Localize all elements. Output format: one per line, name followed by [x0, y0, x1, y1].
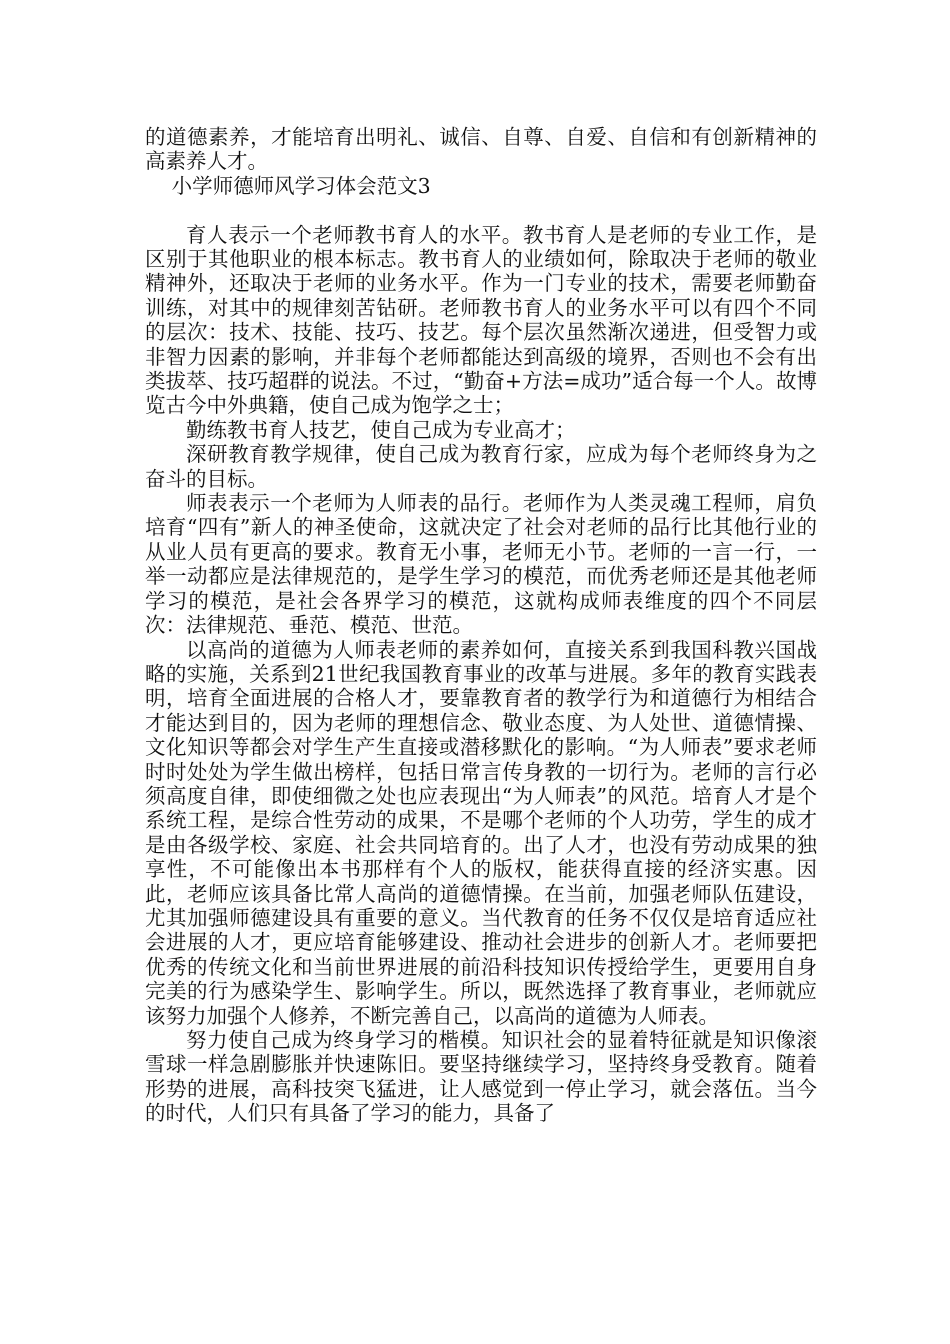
- paragraph-lifelong-learning: 努力使自己成为终身学习的楷模。知识社会的显着特征就是知识像滚雪球一样急剧膨胀并快速陈旧。要坚持继续学习，坚持终身受教育。随着形势的进展，高科技突飞猛进，让人感觉到一停止学习，就会落伍。当今的时代，人们只有具备了学习的能力，具备了: [145, 1028, 817, 1126]
- section-heading: 小学师德师风学习体会范文3: [171, 173, 431, 198]
- paragraph-study-rules: 深研教育教学规律，使自己成为教育行家，应成为每个老师终身为之奋斗的目标。: [145, 442, 817, 491]
- document-body: [145, 125, 817, 1126]
- paragraph-practice-skills: 勤练教书育人技艺，使自己成为专业高才；: [186, 417, 576, 442]
- paragraph-noble-morality: 以高尚的道德为人师表老师的素养如何，直接关系到我国科教兴国战略的实施，关系到21世纪我国教育事业的改革与进展。多年的教育实践表明，培育全面进展的合格人才，要靠教育者的教学行为和道德行为相结合才能达到目的，因为老师的理想信念、敬业态度、为人处世、道德情操、文化知识等都会对学生产生直接或潜移默化的影响。“为人师表”要求老师时时处处为学生做出榜样，包括日常言传身教的一切行为。老师的言行必须高度自律，即使细微之处也应表现出“为人师表”的风范。培育人才是个系统工程，是综合性劳动的成果，不是哪个老师的个人功劳，学生的成才是由各级学校、家庭、社会共同培育的。出了人才，也没有劳动成果的独享性，不可能像出本书那样有个人的版权，能获得直接的经济实惠。因此，老师应该具备比常人高尚的道德情操。在当前，加强老师队伍建设，尤其加强师德建设具有重要的意义。当代教育的任务不仅仅是培育适应社会进展的人才，更应培育能够建设、推动社会进步的创新人才。老师要把优秀的传统文化和当前世界进展的前沿科技知识传授给学生，更要用自身完美的行为感染学生、影响学生。所以，既然选择了教育事业，老师就应该努力加强个人修养，不断完善自己，以高尚的道德为人师表。: [145, 637, 817, 1028]
- paragraph-role-model: 师表表示一个老师为人师表的品行。老师作为人类灵魂工程师，肩负培育“四有”新人的神圣使命，这就决定了社会对老师的品行比其他行业的从业人员有更高的要求。教育无小事，老师无小节。老师的一言一行，一举一动都应是法律规范的，是学生学习的模范，而优秀老师还是其他老师学习的模范，是社会各界学习的模范，这就构成师表维度的四个不同层次：法律规范、垂范、模范、世范。: [145, 491, 817, 638]
- paragraph-teaching-level: 育人表示一个老师教书育人的水平。教书育人是老师的专业工作，是区别于其他职业的根本标志。教书育人的业绩如何，除取决于老师的敬业精神外，还取决于老师的业务水平。作为一门专业的技术，需要老师勤奋训练，对其中的规律刻苦钻研。老师教书育人的业务水平可以有四个不同的层次：技术、技能、技巧、技艺。每个层次虽然渐次递进，但受智力或非智力因素的影响，并非每个老师都能达到高级的境界，否则也不会有出类拔萃、技巧超群的说法。不过，“勤奋+方法=成功”适合每一个人。故博览古今中外典籍，使自己成为饱学之士；: [145, 222, 817, 418]
- paragraph-continuation: 的道德素养，才能培育出明礼、诚信、自尊、自爱、自信和有创新精神的高素养人才。: [145, 125, 817, 174]
- blank-line: [145, 198, 817, 222]
